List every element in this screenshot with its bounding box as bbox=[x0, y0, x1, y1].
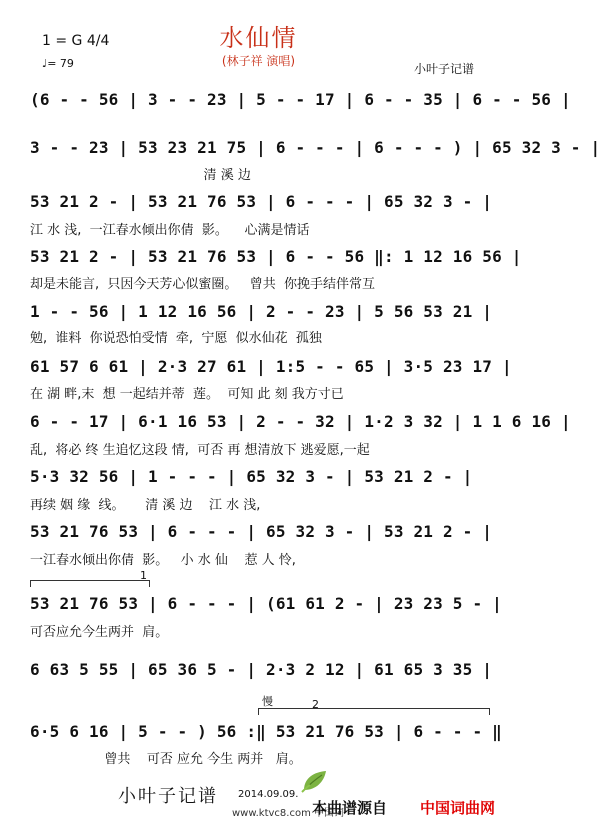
transcriber-credit: 小叶子记谱 bbox=[414, 62, 475, 76]
volta-2-label: 2 bbox=[312, 698, 319, 711]
notation-row: 1 - - 56 | 1 12 16 56 | 2 - - 23 | 5 56 53 21 | bbox=[30, 302, 493, 321]
notation-row: 6 63 5 55 | 65 36 5 - | 2·3 2 12 | 61 65 3 35 | bbox=[30, 660, 493, 679]
footer-source-label: 本曲谱源自 bbox=[312, 799, 388, 817]
lyric-row: 再续 姻 缘 线。 清 溪 边 江 水 浅, bbox=[30, 498, 261, 513]
volta-bracket-2 bbox=[258, 708, 490, 715]
lyric-row: 在 湖 畔,末 想 一起结并蒂 莲。 可知 此 刻 我方寸已 bbox=[30, 387, 344, 402]
notation-row: 53 21 2 - | 53 21 76 53 | 6 - - - | 65 32 3 - | bbox=[30, 192, 493, 211]
lyric-row: 乱, 将必 终 生追忆这段 情, 可否 再 想清放下 逃爱愿,一起 bbox=[30, 443, 370, 458]
notation-row: 53 21 76 53 | 6 - - - | 65 32 3 - | 53 21 2 - | bbox=[30, 522, 493, 541]
footer-url: www.ktvc8.com 中国词 bbox=[232, 808, 345, 819]
notation-row: 3 - - 23 | 53 23 21 75 | 6 - - - | 6 - - - ) | 65 32 3 - | bbox=[30, 138, 600, 157]
song-title: 水仙情 bbox=[219, 24, 298, 52]
lyric-row: 曾共 可否 应允 今生 两并 肩。 bbox=[30, 752, 302, 767]
notation-row: 6 - - 17 | 6·1 16 53 | 2 - - 32 | 1·2 3 32 | 1 1 6 16 | bbox=[30, 412, 571, 431]
footer-site-name: 中国词曲网 bbox=[420, 799, 496, 817]
volta-bracket-1 bbox=[30, 580, 150, 587]
notation-row: 6·5 6 16 | 5 - - ) 56 :‖ 53 21 76 53 | 6 - - - ‖ bbox=[30, 722, 502, 741]
notation-row: 53 21 2 - | 53 21 76 53 | 6 - - 56 ‖: 1 12 16 56 | bbox=[30, 247, 522, 266]
notation-row: 5·3 32 56 | 1 - - - | 65 32 3 - | 53 21 2 - | bbox=[30, 467, 473, 486]
notation-row: 53 21 76 53 | 6 - - - | (61 61 2 - | 23 23 5 - | bbox=[30, 594, 502, 613]
lyric-row: 一江春水倾出你倩 影。 小 水 仙 惹 人 怜, bbox=[30, 553, 296, 568]
slow-marking: 慢 bbox=[262, 695, 273, 708]
footer-date: 2014.09.09. bbox=[238, 789, 299, 800]
lyric-row: 可否应允今生两并 肩。 bbox=[30, 625, 169, 640]
lyric-row: 清 溪 边 bbox=[30, 168, 251, 183]
notation-row: (6 - - 56 | 3 - - 23 | 5 - - 17 | 6 - - 35 | 6 - - 56 | bbox=[30, 90, 571, 109]
leaf-logo-icon bbox=[300, 768, 330, 794]
footer-signature: 小叶子记谱 bbox=[118, 786, 218, 807]
notation-row: 61 57 6 61 | 2·3 27 61 | 1:5 - - 65 | 3·5 23 17 | bbox=[30, 357, 512, 376]
lyric-row: 勉, 谁料 你说恐怕受情 牵, 宁愿 似水仙花 孤独 bbox=[30, 331, 322, 346]
lyric-row: 却是未能言, 只因今天芳心似蜜圈。 曾共 你挽手结伴常互 bbox=[30, 277, 376, 292]
key-signature: 1 = G 4/4 bbox=[42, 33, 110, 49]
tempo-marking: ♩= 79 bbox=[42, 57, 74, 70]
volta-1-label: 1 bbox=[140, 569, 147, 582]
lyric-row: 江 水 浅, 一江春水倾出你倩 影。 心满是情话 bbox=[30, 223, 310, 238]
song-subtitle: (林子祥 演唱) bbox=[221, 54, 296, 68]
